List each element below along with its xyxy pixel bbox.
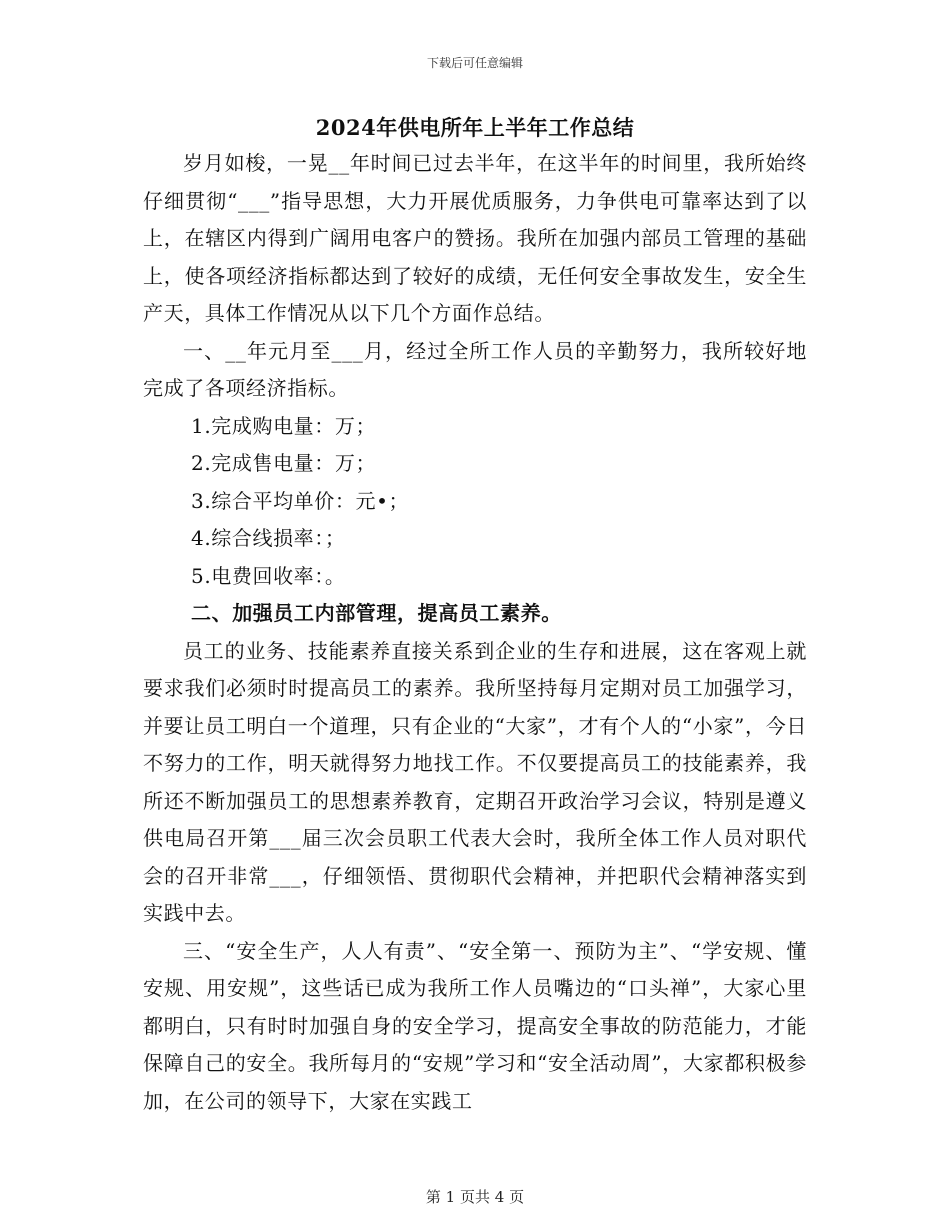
page-footer: 第 1 页共 4 页 <box>425 1188 525 1206</box>
document-title: 2024年供电所年上半年工作总结 <box>315 115 635 140</box>
page-header: 下载后可任意编辑 <box>426 56 523 70</box>
list-item: 4.综合线损率：； <box>191 526 346 550</box>
list-item: 1.完成购电量：万； <box>191 413 377 438</box>
document-body <box>143 145 807 1120</box>
list-item: 5.电费回收率：。 <box>191 563 346 588</box>
section-3-paragraph: 三、“安全生产，人人有责”、“安全第一、预防为主”、“学安规、懂安规、用安规”，这些话已成为我所工作人员嘴边的“口头禅”，大家心里都明白，只有时时加强自身的安全学习，提高安全事故的防范能力，才能保障自己的安全。我所每月的“安规”学习和“安全活动周”，大家都积极参加，在公司的领导下，大家在实践工 <box>143 938 807 1113</box>
section-1-paragraph: 一、__年元月至___月，经过全所工作人员的辛勤努力，我所较好地完成了各项经济指标。 <box>143 338 807 400</box>
section-2-heading: 二、加强员工内部管理，提高员工素养。 <box>191 601 562 625</box>
section-2-paragraph: 员工的业务、技能素养直接关系到企业的生存和进展，这在客观上就要求我们必须时时提高员工的素养。我所坚持每月定期对员工加强学习，并要让员工明白一个道理，只有企业的“大家”，才有个人的“小家”，今日不努力的工作，明天就得努力地找工作。不仅要提高员工的技能素养，我所还不断加强员工的思想素养教育，定期召开政治学习会议，特别是遵义供电局召开第___届三次会员职工代表大会时，我所全体工作人员对职代会的召开非常___，仔细领悟、贯彻职代会精神，并把职代会精神落实到实践中去。 <box>143 638 807 925</box>
list-item: 3.综合平均单价：元•； <box>191 488 410 513</box>
list-item: 2.完成售电量：万； <box>191 451 377 475</box>
intro-paragraph: 岁月如梭，一晃__年时间已过去半年，在这半年的时间里，我所始终仔细贯彻“___”指导思想，大力开展优质服务，力争供电可靠率达到了以上，在辖区内得到广阔用电客户的赞扬。我所在加强内部员工管理的基础上，使各项经济指标都达到了较好的成绩，无任何安全事故发生，安全生产天，具体工作情况从以下几个方面作总结。 <box>143 151 807 325</box>
